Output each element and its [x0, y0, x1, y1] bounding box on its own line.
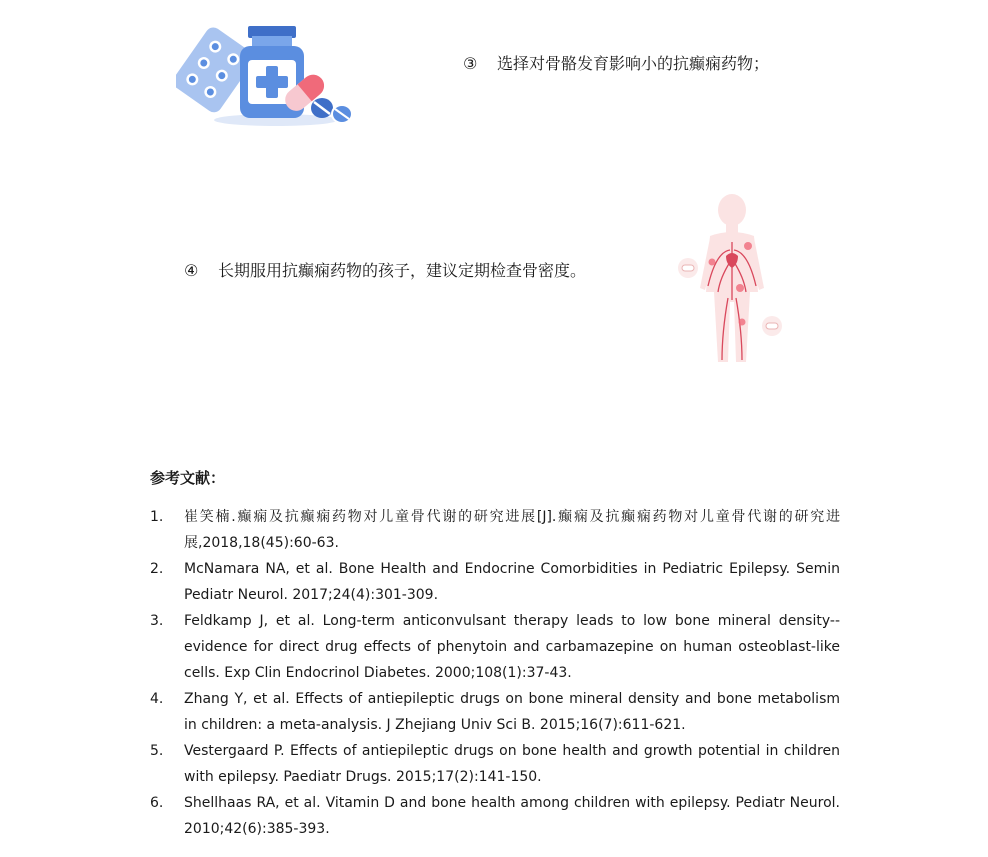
reference-item	[150, 790, 840, 842]
reference-text: 崔笑楠.癫痫及抗癫痫药物对儿童骨代谢的研究进展[J].癫痫及抗癫痫药物对儿童骨代谢的研究进展,2018,18(45):60-63.	[184, 509, 840, 551]
reference-text: McNamara NA, et al. Bone Health and Endocrine Comorbidities in Pediatric Epilepsy. Semin Pediatr Neurol. 2017;24(4):301-309.	[184, 561, 840, 603]
reference-text: Zhang Y, et al. Effects of antiepileptic drugs on bone mineral density and bone metabolism in children: a meta-analysis. J Zhejiang Univ Sci B. 2015;16(7):611-621.	[184, 691, 840, 733]
tip-3-text: 选择对骨骼发育影响小的抗癫痫药物；	[497, 54, 770, 73]
references-heading: 参考文献：	[150, 469, 226, 487]
reference-number: 5.	[150, 743, 164, 759]
reference-text: Feldkamp J, et al. Long-term anticonvulsant therapy leads to low bone mineral density--evidence for direct drug effects of phenytoin and carbamazepine on human osteoblast-like cells. Exp Clin Endocrinol Diabetes. 2000;108(1):37-43.	[184, 613, 840, 681]
reference-item	[150, 504, 840, 556]
tip-3-number: ③	[463, 54, 478, 73]
tip-3	[463, 52, 769, 76]
reference-number: 2.	[150, 561, 164, 577]
reference-item	[150, 686, 840, 738]
reference-item	[150, 738, 840, 790]
reference-number: 1.	[150, 509, 164, 525]
reference-item	[150, 608, 840, 686]
reference-number: 6.	[150, 795, 164, 811]
reference-item	[150, 556, 840, 608]
references-list	[150, 504, 840, 842]
reference-text: Shellhaas RA, et al. Vitamin D and bone health among children with epilepsy. Pediatr Neurol. 2010;42(6):385-393.	[184, 795, 840, 837]
medicine-bottle-pills-icon	[176, 18, 360, 130]
tip-4-number: ④	[184, 261, 199, 280]
tip-4	[184, 259, 586, 283]
reference-number: 4.	[150, 691, 164, 707]
reference-text: Vestergaard P. Effects of antiepileptic drugs on bone health and growth potential in children with epilepsy. Paediatr Drugs. 2015;17(2):141-150.	[184, 743, 840, 785]
human-body-circulation-icon	[672, 192, 784, 370]
tip-4-text: 长期服用抗癫痫药物的孩子，建议定期检查骨密度。	[218, 261, 587, 280]
reference-number: 3.	[150, 613, 164, 629]
